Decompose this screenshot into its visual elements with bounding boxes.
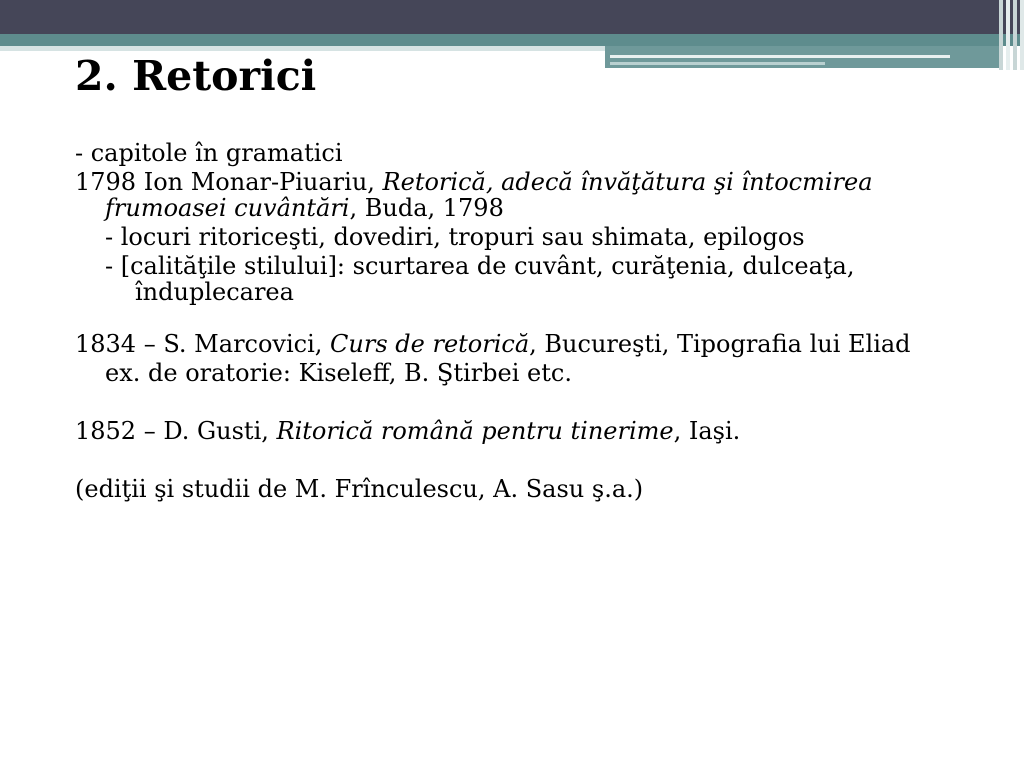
spacer: [75, 447, 975, 473]
entry-1834-title: Curs de retorică: [330, 330, 530, 358]
note-editii: (ediţii şi studii de M. Frînculescu, A. Sasu ş.a.): [75, 475, 644, 503]
entry-1834-place: , Bucureşti, Tipografia lui Eliad: [529, 330, 911, 358]
entry-1798-author: 1798 Ion Monar-Piuariu,: [75, 168, 383, 196]
header-teal-band: [0, 34, 1024, 46]
slide-title: 2. Retorici: [75, 52, 317, 100]
stripe: [1020, 0, 1024, 70]
bullet-oratorie: ex. de oratorie: Kiseleff, B. Ştirbei etc.: [105, 359, 572, 387]
stripe: [1006, 0, 1010, 70]
stripe: [999, 0, 1003, 70]
entry-1798-place: , Buda, 1798: [349, 194, 504, 222]
header-dark-band: [0, 0, 1024, 34]
spacer: [75, 389, 975, 415]
entry-1852: [75, 415, 975, 447]
slide-body: [75, 137, 975, 505]
bullet-calitatile: - [calităţile stilului]: scurtarea de cuvânt, curăţenia, dulceaţa, înduplecarea: [105, 252, 855, 306]
entry-1798: [75, 169, 975, 221]
entry-1852-title: Ritorică română pentru tinerime: [276, 417, 674, 445]
bullet-capitole: - capitole în gramatici: [75, 139, 343, 167]
header-stripes: [994, 0, 1024, 70]
bullet-locuri: - locuri ritoriceşti, dovediri, tropuri sau shimata, epilogos: [105, 223, 805, 251]
stripe: [1013, 0, 1017, 70]
spacer: [75, 305, 975, 331]
entry-1852-author: 1852 – D. Gusti,: [75, 417, 277, 445]
header-accent-line: [610, 55, 950, 58]
entry-1834: [75, 331, 975, 357]
entry-1834-author: 1834 – S. Marcovici,: [75, 330, 331, 358]
entry-1852-place: , Iaşi.: [673, 417, 741, 445]
entry-1798-title: Retorică, adecă învăţătura şi întocmirea frumoasei cuvântări: [105, 168, 873, 222]
header-accent-line-2: [610, 62, 825, 65]
